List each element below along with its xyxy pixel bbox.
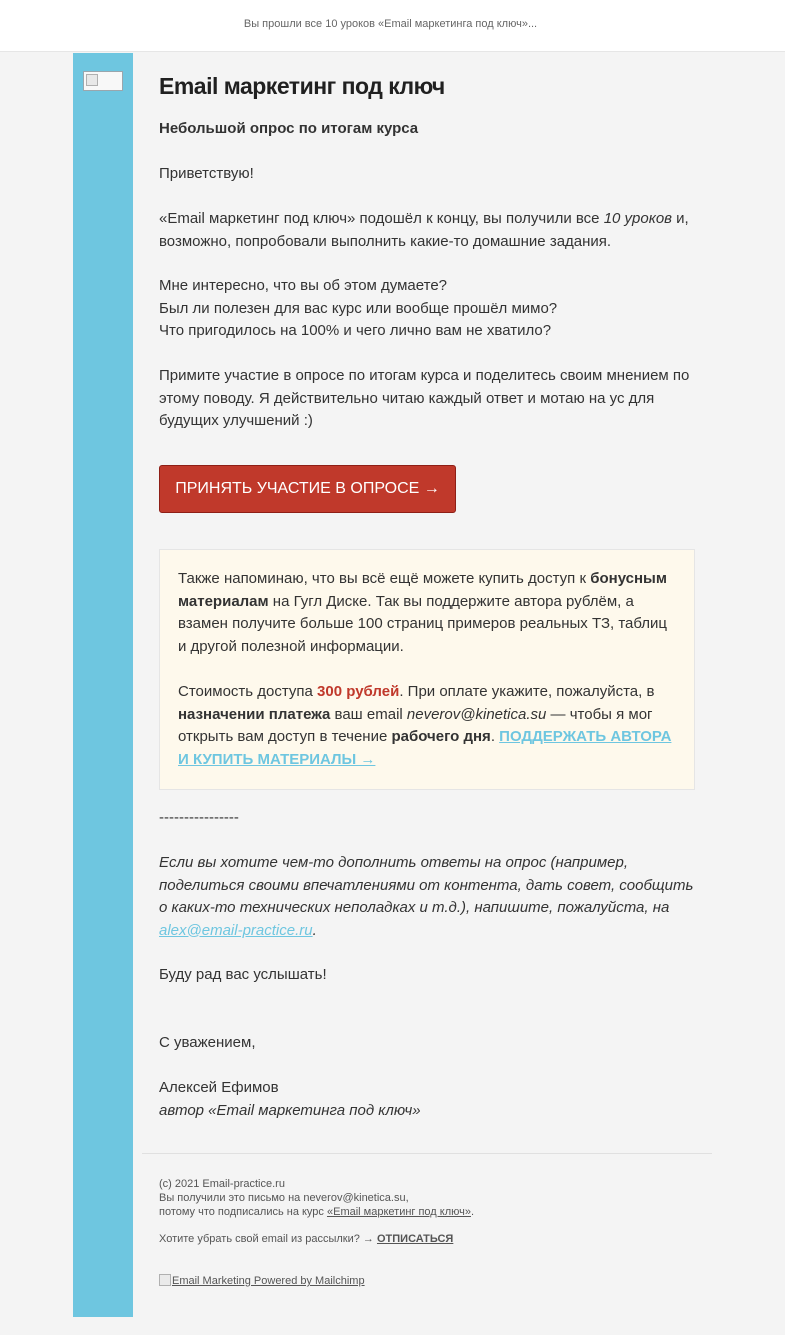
footer-received: Вы получили это письмо на neverov@kinetica.su,	[159, 1192, 409, 1204]
ps-end: .	[312, 921, 317, 939]
email-content	[133, 53, 721, 1317]
dot: .	[490, 728, 500, 745]
email-value: neverov@kinetica.su	[406, 705, 547, 723]
workday-bold: рабочего дня	[391, 728, 491, 745]
footer-because	[159, 1205, 699, 1219]
buy-materials-link[interactable]: ПОДДЕРЖАТЬ АВТОРА И КУПИТЬ МАТЕРИАЛЫ →	[178, 728, 672, 768]
footer-because-text: потому что подписались на курс	[159, 1206, 327, 1218]
email-suffix: — чтобы я мог открыть вам доступ в течение	[178, 705, 653, 745]
price-mid: . При оплате укажите, пожалуйста, в	[399, 683, 655, 700]
logo-broken-image-icon	[83, 71, 123, 91]
intro-text-2: и, возможно, попробовали выполнить какие-то домашние задания.	[159, 210, 689, 250]
mailchimp-broken-image-icon	[159, 1274, 171, 1286]
intro-text-1: «Email маркетинг под ключ» подошёл к концу, вы получили все	[159, 210, 604, 227]
footer-unsubscribe	[159, 1232, 699, 1246]
author-role: автор «Email маркетинга под ключ»	[159, 1101, 421, 1119]
bonus-materials-box	[159, 549, 695, 790]
email-prefix: ваш email	[330, 705, 407, 723]
price-prefix: Стоимость доступа	[178, 683, 318, 700]
footer-because-end: .	[471, 1206, 475, 1218]
ps-paragraph	[159, 852, 695, 942]
price-paragraph	[178, 681, 678, 771]
questions-block	[159, 275, 695, 343]
signature	[159, 1077, 695, 1122]
ps-text: Если вы хотите чем-то дополнить ответы на опрос (например, поделиться своими впечатлениями от контента, дать совет, сообщить о каких-то технических неполадках и т.д.), напишите, пожалуйста, на	[159, 854, 694, 916]
course-link[interactable]: «Email маркетинг под ключ»	[326, 1206, 471, 1218]
greeting: Приветствую!	[159, 165, 254, 182]
sidebar-accent-column	[73, 53, 133, 1317]
glad-text: Буду рад вас услышать!	[159, 966, 327, 983]
unsubscribe-link[interactable]: ОТПИСАТЬСЯ	[376, 1233, 454, 1245]
question-3: Что пригодилось на 100% и чего лично вам не хватило?	[159, 322, 552, 339]
survey-cta-button[interactable]: ПРИНЯТЬ УЧАСТИЕ В ОПРОСЕ →	[159, 465, 456, 513]
bonus-paragraph	[178, 568, 678, 658]
footer-divider	[142, 1153, 712, 1154]
invite-paragraph: Примите участие в опросе по итогам курса и поделитесь своим мнением по этому поводу. Я действительно читаю каждый ответ и мотаю на ус для будущих улучшений :)	[159, 367, 690, 429]
contact-email-link[interactable]: alex@email-practice.ru	[159, 921, 313, 939]
question-2: Был ли полезен для вас курс или вообще прошёл мимо?	[159, 299, 558, 317]
price-value: 300 рублей	[317, 683, 400, 700]
bonus-text-bold: бонусным материалам	[178, 570, 667, 610]
unsubscribe-text: Хотите убрать свой email из рассылки? →	[159, 1233, 377, 1245]
email-title: Email маркетинг под ключ	[159, 73, 445, 99]
question-1: Мне интересно, что вы об этом думаете?	[159, 277, 448, 294]
email-subtitle: Небольшой опрос по итогам курса	[159, 120, 419, 137]
bonus-text-1: Также напоминаю, что вы всё ещё можете купить доступ к	[178, 570, 591, 587]
footer-info	[159, 1177, 699, 1219]
separator-line: ----------------	[159, 809, 239, 826]
mailchimp-badge-link[interactable]	[159, 1274, 365, 1287]
mailchimp-badge-text: Email Marketing Powered by Mailchimp	[172, 1275, 365, 1287]
payment-purpose: назначении платежа	[178, 705, 331, 723]
bonus-text-end: на Гугл Диске. Так вы поддержите автора рублём, а взамен получите больше 100 страниц примеров реальных ТЗ, таблиц и другой полезной информации.	[178, 592, 668, 655]
preheader-bar	[0, 0, 785, 52]
footer-copyright: (c) 2021 Email-practice.ru	[159, 1178, 285, 1190]
intro-paragraph	[159, 208, 695, 253]
author-name: Алексей Ефимов	[159, 1079, 279, 1096]
regards-text: С уважением,	[159, 1034, 256, 1051]
preheader-text: Вы прошли все 10 уроков «Email маркетинга под ключ»...	[243, 18, 538, 30]
intro-emphasis: 10 уроков	[603, 210, 672, 227]
